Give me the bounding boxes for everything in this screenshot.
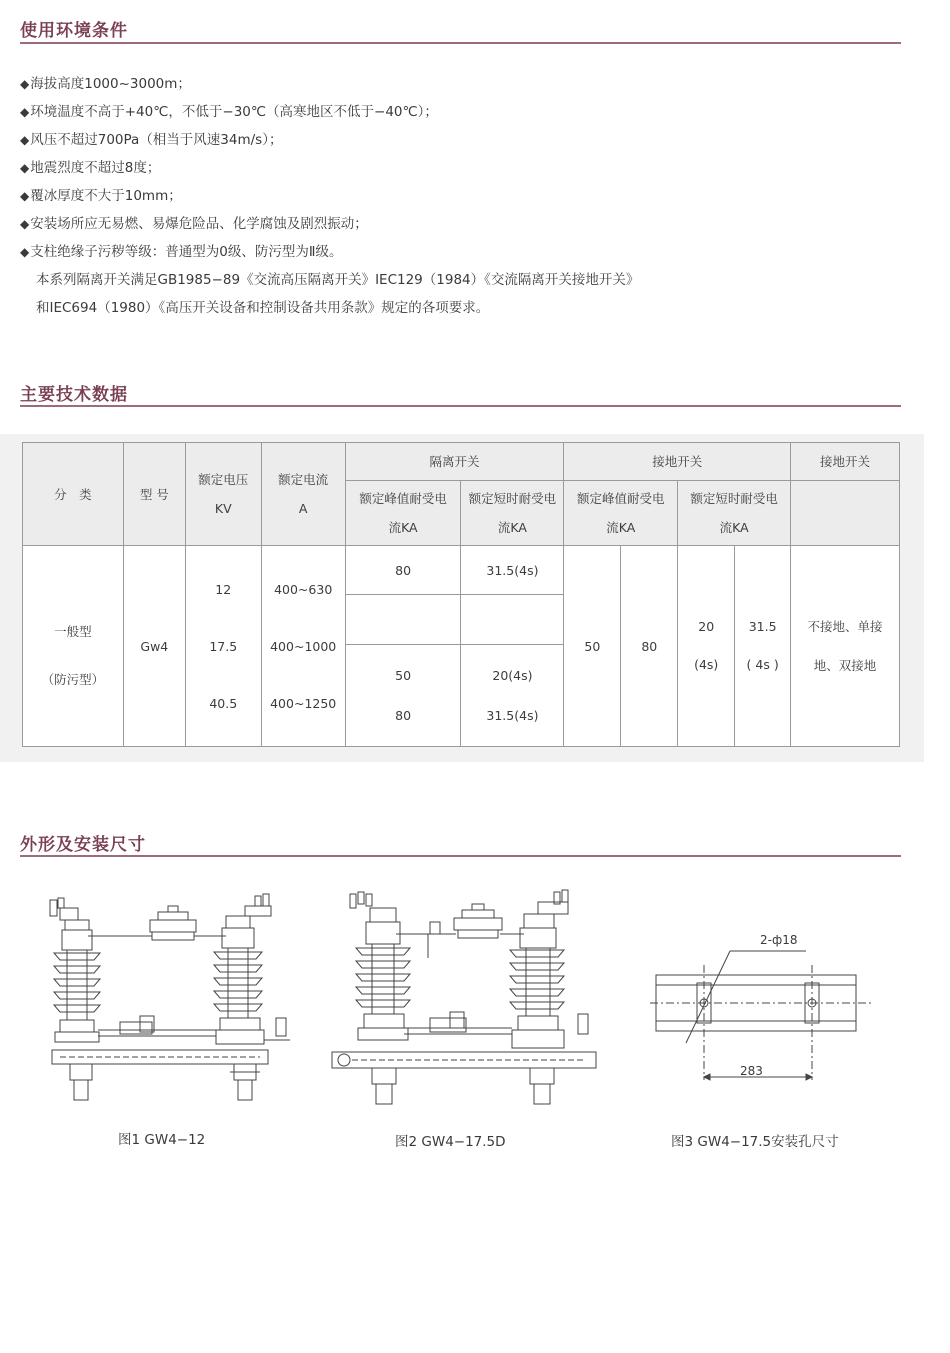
section-divider [20, 405, 901, 407]
condition-item: ◆地震烈度不超过8度； [20, 160, 161, 176]
header-model: 型 号 [123, 443, 185, 546]
section-divider [20, 42, 901, 44]
standards-line: 本系列隔离开关满足GB1985−89《交流高压隔离开关》IEC129（1984）《交流隔离开关接地开关》 [36, 272, 640, 288]
header-earth-short: 额定短时耐受电 流KA [678, 481, 791, 546]
current-cell: 400~630 400~1000 400~1250 [261, 546, 345, 747]
gw4-17-5d-drawing [330, 888, 600, 1113]
earth-peak-cell: 80 [621, 546, 678, 747]
hole-label: 2-ф18 [760, 933, 798, 947]
empty-cell [345, 595, 461, 645]
condition-item: ◆安装场所应无易燃、易爆危险品、化学腐蚀及剧烈振动； [20, 216, 368, 232]
condition-item: ◆覆冰厚度不大于10mm； [20, 188, 182, 204]
header-earth-peak: 额定峰值耐受电 流KA [564, 481, 678, 546]
dimension-label: 283 [740, 1064, 763, 1078]
section-title-environment: 使用环境条件 [20, 21, 128, 41]
figure-2-caption: 图2 GW4−17.5D [395, 1134, 506, 1150]
header-category: 分 类 [23, 443, 124, 546]
condition-item: ◆支柱绝缘子污秽等级：普通型为0级、防污型为Ⅱ级。 [20, 244, 343, 260]
diamond-bullet-icon: ◆ [20, 189, 30, 203]
condition-item: ◆风压不超过700Pa（相当于风速34m/s）； [20, 132, 283, 148]
figure-1-caption: 图1 GW4−12 [118, 1132, 206, 1148]
category-cell: 一般型 （防污型） [23, 546, 124, 747]
empty-cell [461, 595, 564, 645]
header-isolator: 隔离开关 [345, 443, 564, 481]
conditions-list [20, 70, 900, 322]
model-cell: Gw4 [123, 546, 185, 747]
voltage-cell: 12 17.5 40.5 [185, 546, 261, 747]
section-title-dimensions: 外形及安装尺寸 [20, 835, 146, 855]
earth-short-cell: 31.5 ( 4s ) [735, 546, 791, 747]
tech-data-table [22, 442, 900, 747]
diamond-bullet-icon: ◆ [20, 133, 30, 147]
header-earth-switch: 接地开关 [564, 443, 791, 481]
section-divider [20, 855, 901, 857]
earth-short-cell: 20 (4s) [678, 546, 735, 747]
standards-line: 和IEC694（1980）《高压开关设备和控制设备共用条款》规定的各项要求。 [36, 300, 490, 316]
header-voltage: 额定电压 KV [185, 443, 261, 546]
earth-peak-cell: 50 [564, 546, 621, 747]
section-title-tech-data: 主要技术数据 [20, 385, 128, 405]
mounting-hole-drawing [650, 925, 880, 1090]
diamond-bullet-icon: ◆ [20, 245, 30, 259]
header-earth-switch-type: 接地开关 [791, 443, 900, 481]
header-iso-peak: 额定峰值耐受电 流KA [345, 481, 461, 546]
diamond-bullet-icon: ◆ [20, 161, 30, 175]
diamond-bullet-icon: ◆ [20, 217, 30, 231]
header-iso-short: 额定短时耐受电 流KA [461, 481, 564, 546]
figure-3-caption: 图3 GW4−17.5安装孔尺寸 [671, 1134, 839, 1150]
condition-item: ◆环境温度不高于+40℃，不低于−30℃（高寒地区不低于−40℃）； [20, 104, 438, 120]
gw4-12-drawing [40, 890, 300, 1110]
iso-peak-cell: 80 [345, 546, 461, 595]
iso-short-cell: 31.5(4s) [461, 546, 564, 595]
header-blank [791, 481, 900, 546]
earth-type-cell: 不接地、单接 地、双接地 [791, 546, 900, 747]
diamond-bullet-icon: ◆ [20, 77, 30, 91]
diamond-bullet-icon: ◆ [20, 105, 30, 119]
condition-item: ◆海拔高度1000~3000m； [20, 76, 191, 92]
iso-peak-cell: 50 80 [345, 645, 461, 747]
iso-short-cell: 20(4s) 31.5(4s) [461, 645, 564, 747]
header-current: 额定电流 A [261, 443, 345, 546]
